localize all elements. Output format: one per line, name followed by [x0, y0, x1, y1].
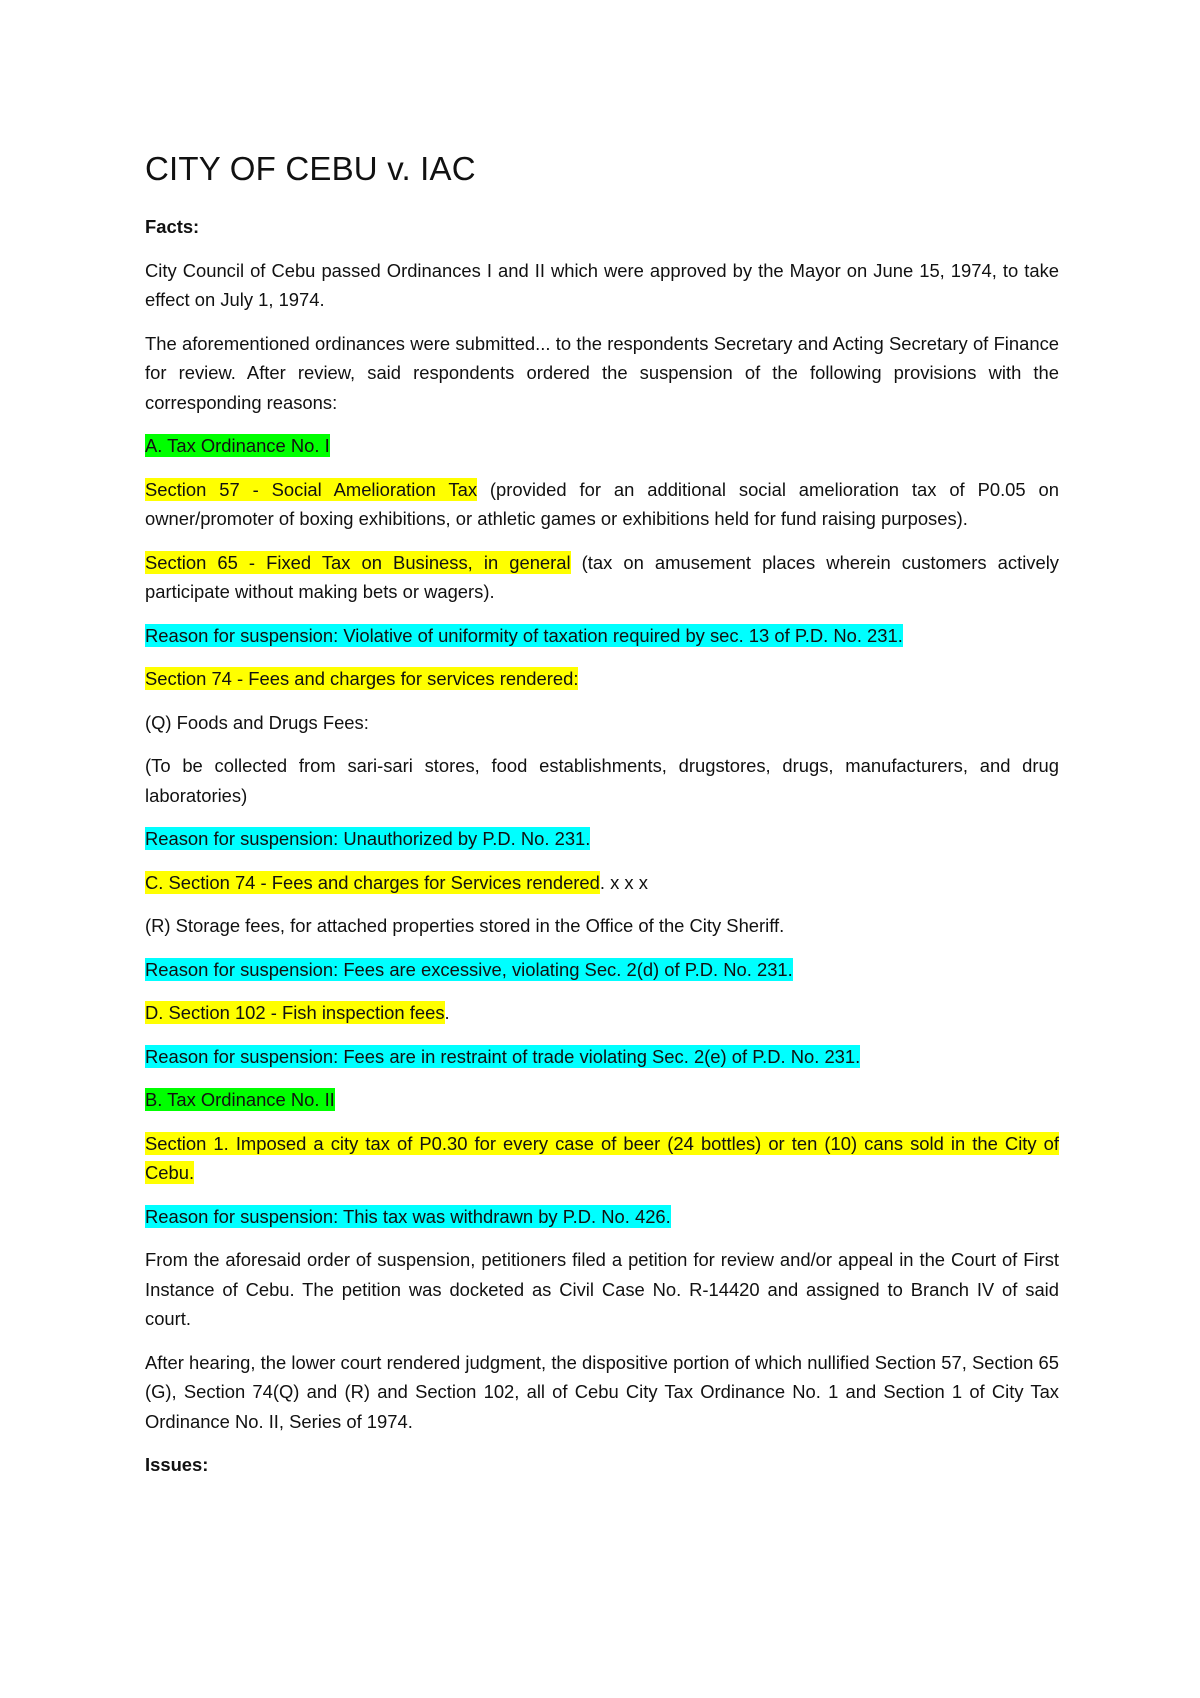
section-74-c-paragraph — [145, 868, 1059, 898]
section-57-text: (provided for an additional social amelioration tax of P0.05 on owner/promoter of boxing exhibitions, or athletic games or exhibitions held for fund raising purposes). — [145, 478, 1059, 529]
reason-4: Reason for suspension: Fees are in restraint of trade violating Sec. 2(e) of P.D. No. 231. — [145, 1045, 861, 1067]
reason-3-line — [145, 955, 1059, 985]
facts-heading: Facts: — [145, 216, 200, 237]
reason-3: Reason for suspension: Fees are excessive, violating Sec. 2(d) of P.D. No. 231. — [145, 958, 793, 980]
foods-drugs-fees: (Q) Foods and Drugs Fees: — [145, 711, 369, 733]
section-102-paragraph — [145, 998, 1059, 1028]
section-74-c-tail: . x x x — [599, 871, 648, 893]
section-74-c-title: C. Section 74 - Fees and charges for Services rendered — [145, 871, 600, 893]
paragraph-petition: From the aforesaid order of suspension, petitioners filed a petition for review and/or appeal in the Court of First Instance of Cebu. The petition was docketed as Civil Case No. R-14420 and assigned to Branch IV of said court. — [145, 1249, 1059, 1329]
issues-heading: Issues: — [145, 1454, 209, 1475]
ordinance-b-heading: B. Tax Ordinance No. II — [145, 1089, 335, 1110]
paragraph-ordinances-passed: City Council of Cebu passed Ordinances I and II which were approved by the Mayor on June 15, 1974, to take effect on July 1, 1974. — [145, 259, 1059, 310]
reason-4-line — [145, 1042, 1059, 1072]
section-74-line — [145, 664, 1059, 694]
reason-5-line — [145, 1202, 1059, 1232]
section-65-text: (tax on amusement places wherein customers actively participate without making bets or wagers). — [145, 551, 1059, 602]
ordinance-a-line — [145, 431, 1059, 461]
reason-2-line — [145, 824, 1059, 854]
section-1-text: Section 1. Imposed a city tax of P0.30 for every case of beer (24 bottles) or ten (10) cans sold in the City of Cebu. — [145, 1132, 1059, 1183]
reason-1-line — [145, 621, 1059, 651]
document-body — [145, 150, 1059, 1494]
section-1-paragraph — [145, 1129, 1059, 1188]
section-65-paragraph — [145, 548, 1059, 607]
section-74-title: Section 74 - Fees and charges for services rendered: — [145, 668, 579, 689]
reason-2: Reason for suspension: Unauthorized by P.D. No. 231. — [145, 828, 591, 849]
reason-1: Reason for suspension: Violative of uniformity of taxation required by sec. 13 of P.D. No. 231. — [145, 624, 903, 646]
section-102-tail: . — [444, 1002, 450, 1023]
section-57-paragraph — [145, 475, 1059, 534]
storage-fees: (R) Storage fees, for attached properties stored in the Office of the City Sheriff. — [145, 915, 785, 936]
paragraph-submitted-review: The aforementioned ordinances were submitted... to the respondents Secretary and Acting Secretary of Finance for review. After review, said respondents ordered the suspension of the following provisions with the corresponding reasons: — [145, 332, 1059, 413]
section-65-title: Section 65 - Fixed Tax on Business, in general — [145, 551, 571, 573]
section-102-title: D. Section 102 - Fish inspection fees — [145, 1002, 445, 1023]
reason-5: Reason for suspension: This tax was withdrawn by P.D. No. 426. — [145, 1205, 671, 1227]
foods-drugs-collection: (To be collected from sari-sari stores, food establishments, drugstores, drugs, manufacturers, and drug laboratories) — [145, 755, 1059, 806]
paragraph-judgment: After hearing, the lower court rendered judgment, the dispositive portion of which nullified Section 57, Section 65 (G), Section 74(Q) and (R) and Section 102, all of Cebu City Tax Ordinance No. 1 and Section 1 of City Tax Ordinance No. II, Series of 1974. — [145, 1351, 1059, 1432]
case-title: CITY OF CEBU v. IAC — [145, 150, 476, 187]
ordinance-a-heading: A. Tax Ordinance No. I — [145, 435, 330, 456]
ordinance-b-line — [145, 1085, 1059, 1115]
section-57-title: Section 57 - Social Amelioration Tax — [145, 478, 478, 500]
